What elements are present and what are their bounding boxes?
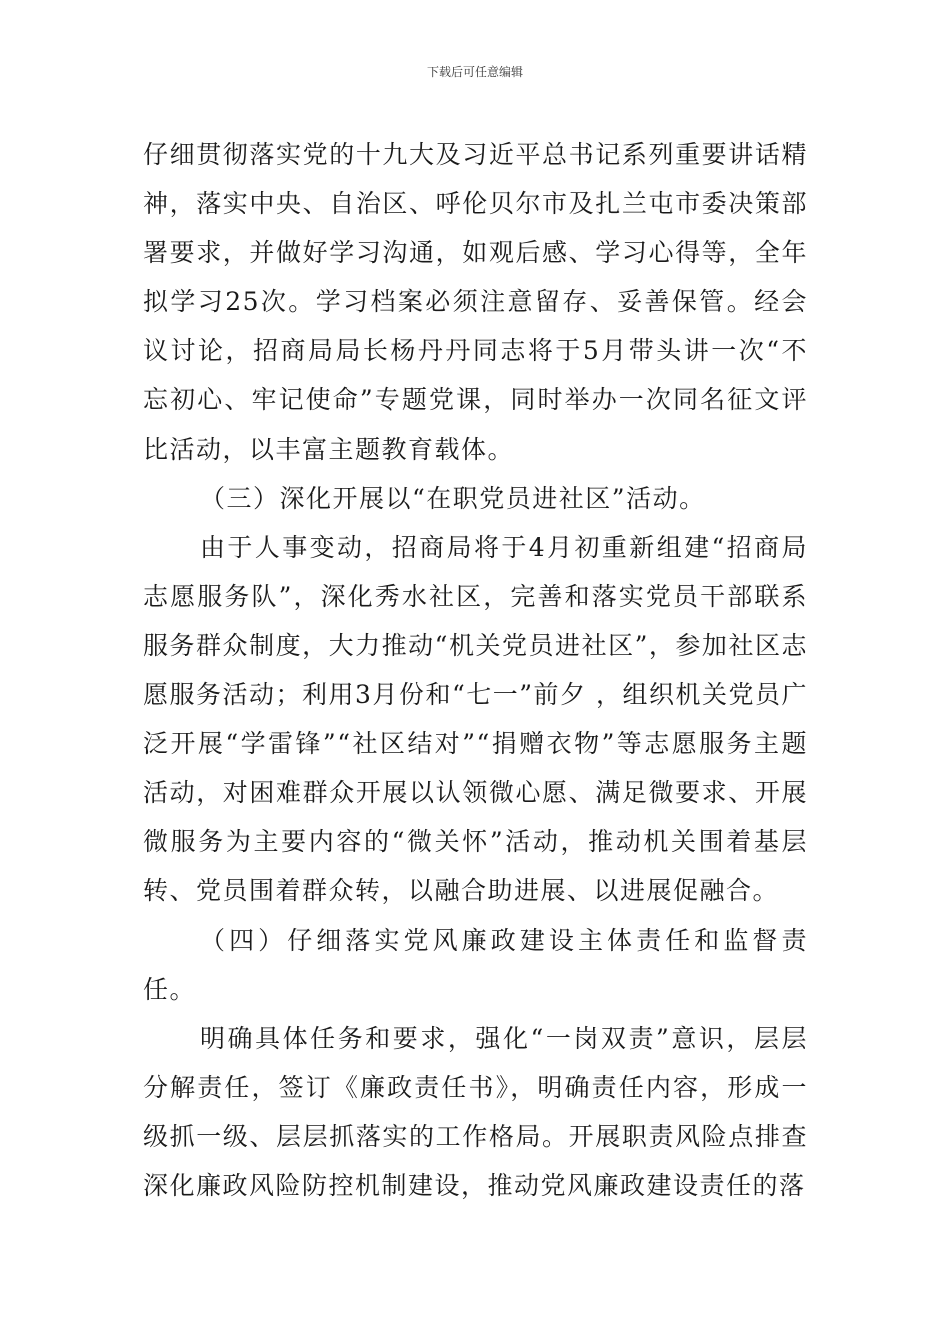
- page-header-note: 下载后可任意编辑: [426, 65, 523, 79]
- paragraph-study-plan: 仔细贯彻落实党的十九大及习近平总书记系列重要讲话精神，落实中央、自治区、呼伦贝尔市及扎兰屯市委决策部署要求，并做好学习沟通，如观后感、学习心得等，全年拟学习25次。学习档案必须注意留存、妥善保管。经会议讨论，招商局局长杨丹丹同志将于5月带头讲一次“不忘初心、牢记使命”专题党课，同时举办一次同名征文评比活动，以丰富主题教育载体。: [143, 140, 808, 464]
- paragraph-volunteer-service: 由于人事变动，招商局将于4月初重新组建“招商局志愿服务队”，深化秀水社区，完善和落实党员干部联系服务群众制度，大力推动“机关党员进社区”，参加社区志愿服务活动；利用3月份和“七一”前夕 ，组织机关党员广泛开展“学雷锋”“社区结对”“捐赠衣物”等志愿服务主题活动，对困难群众开展以认领微心愿、满足微要求、开展微服务为主要内容的“微关怀”活动，推动机关围着基层转、党员围着群众转，以融合助进展、以进展促融合。: [143, 532, 808, 906]
- section-heading-4: （四）仔细落实党风廉政建设主体责任和监督责任。: [143, 925, 808, 1004]
- document-body: [143, 130, 808, 1210]
- section-heading-3: （三）深化开展以“在职党员进社区”活动。: [200, 483, 706, 513]
- paragraph-responsibility: 明确具体任务和要求，强化“一岗双责”意识，层层分解责任，签订《廉政责任书》，明确责任内容，形成一级抓一级、层层抓落实的工作格局。开展职责风险点排查深化廉政风险防控机制建设，推动党风廉政建设责任的落: [143, 1023, 808, 1200]
